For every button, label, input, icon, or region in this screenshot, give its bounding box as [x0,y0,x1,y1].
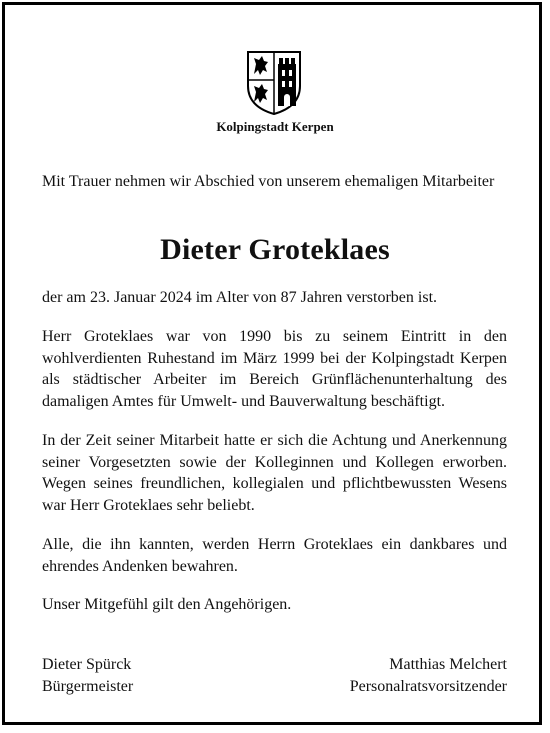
paragraph-death-date: der am 23. Januar 2024 im Alter von 87 Jahren verstorben ist. [42,289,438,306]
paragraph-character: In der Zeit seiner Mitarbeit hatte er sich die Achtung und Anerkennung seiner Vorgesetzten sowie der Kolleginnen und Kollegen erworben. Wegen seines freundlichen, kollegialen und pflichtbewussten Wesens war Herr Groteklaes sehr beliebt. [42,432,507,514]
signature-left-title: Bürgermeister [42,678,134,695]
signature-left [42,654,133,698]
paragraph-condolences: Unser Mitgefühl gilt den Angehörigen. [42,596,292,613]
intro-text: Mit Trauer nehmen wir Abschied von unserem ehemaligen Mitarbeiter [42,173,495,190]
deceased-name: Dieter Groteklaes [160,233,390,266]
signature-right [350,654,507,698]
coat-of-arms-icon [246,50,302,116]
signature-right-title: Personalratsvorsitzender [349,678,507,695]
paragraph-career: Herr Groteklaes war von 1990 bis zu seinem Eintritt in den wohlverdienten Ruhestand im März 1999 bei der Kolpingstadt Kerpen als städtischer Arbeiter im Bereich Grünflächenunterhaltung des damaligen Amtes für Umwelt- und Bauverwaltung beschäftigt. [42,328,507,410]
signature-right-name: Matthias Melchert [389,656,507,673]
signature-left-name: Dieter Spürck [42,656,132,673]
organization-name: Kolpingstadt Kerpen [216,119,334,134]
paragraph-remembrance: Alle, die ihn kannten, werden Herrn Groteklaes ein dankbares und ehrendes Andenken bewahren. [42,536,507,575]
